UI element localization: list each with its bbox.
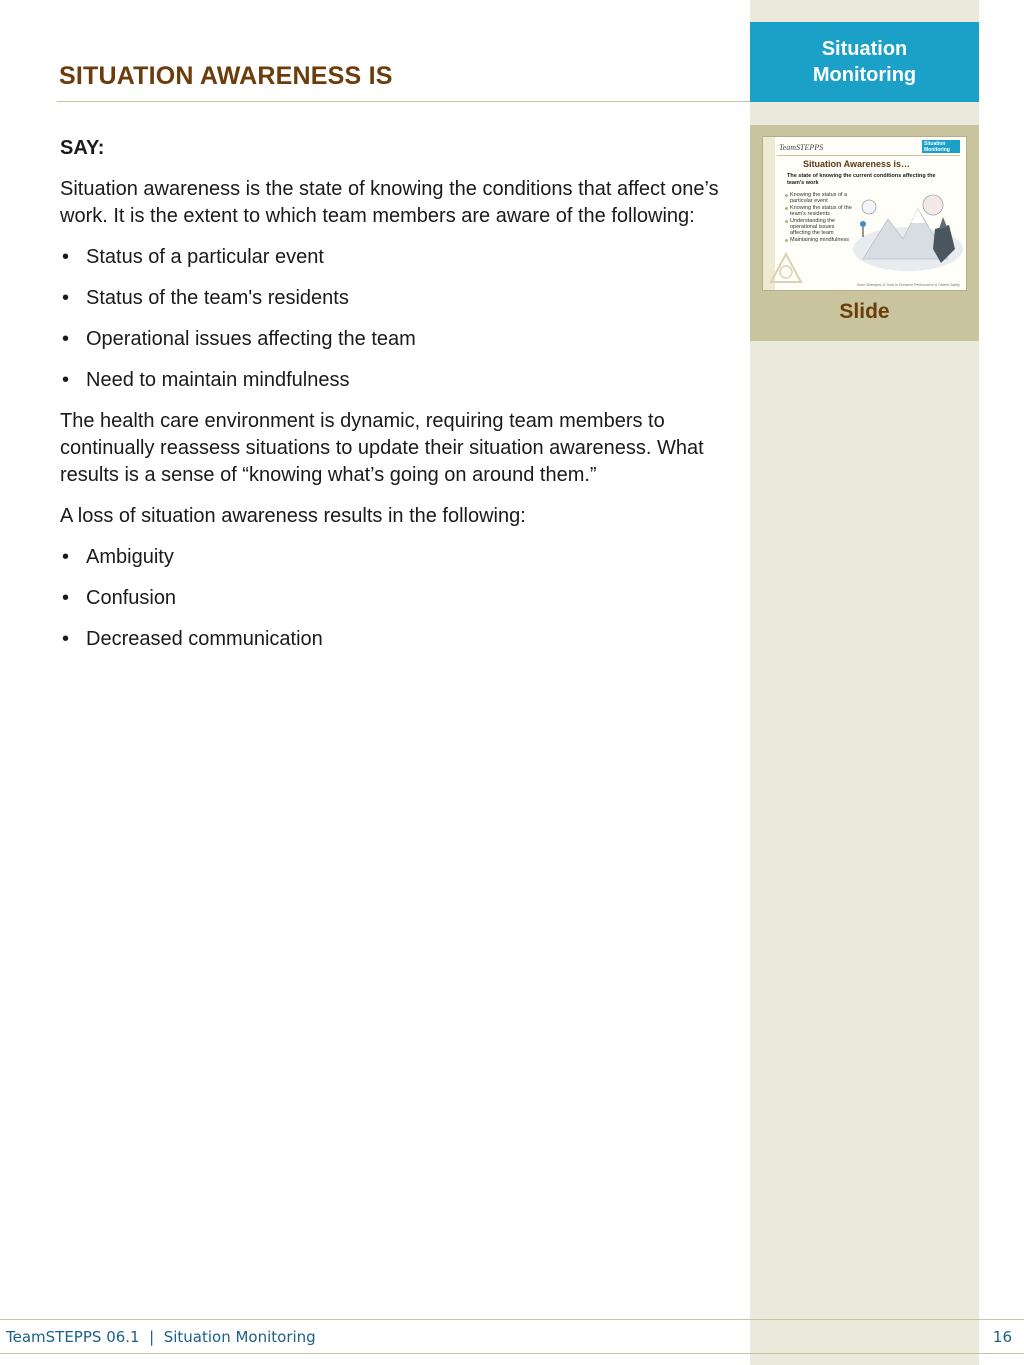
list-item: • Need to maintain mindfulness xyxy=(60,367,730,394)
thumbnail-title: Situation Awareness is… xyxy=(803,159,911,169)
list-item: • Confusion xyxy=(60,585,730,612)
title-divider xyxy=(57,101,750,102)
slide-panel xyxy=(750,125,979,341)
list-item: • Status of the team's residents xyxy=(60,285,730,312)
thumbnail-footer: Team Strategies & Tools to Enhance Performance & Patient Safety xyxy=(856,283,960,287)
thumbnail-tag: Situation Monitoring xyxy=(922,140,960,153)
footer-text: TeamSTEPPS 06.1 | Situation Monitoring xyxy=(6,1328,316,1346)
page-title: SITUATION AWARENESS IS xyxy=(59,62,393,90)
thumbnail-bullets xyxy=(785,192,855,244)
footer-divider-top xyxy=(0,1319,1024,1320)
list-item: • Operational issues affecting the team xyxy=(60,326,730,353)
thumbnail-bullet: Maintaining mindfulness xyxy=(785,237,855,243)
slide-thumbnail xyxy=(762,136,967,291)
list-item: • Ambiguity xyxy=(60,544,730,571)
loss-paragraph: A loss of situation awareness results in the following: xyxy=(60,505,526,527)
list-item: • Decreased communication xyxy=(60,626,730,653)
thumbnail-subtitle: The state of knowing the current conditions affecting the team's work xyxy=(787,173,936,186)
page-number: 16 xyxy=(992,1328,1012,1346)
triangle-logo-icon xyxy=(769,252,803,284)
slide-label: Slide xyxy=(839,300,890,323)
thumbnail-bullet: Knowing the status of the team's residents xyxy=(785,205,855,217)
section-tab-label: Situation Monitoring xyxy=(812,38,917,86)
main-content xyxy=(60,135,730,667)
section-tab xyxy=(750,22,979,102)
say-label: SAY: xyxy=(60,137,105,159)
list-item: • Status of a particular event xyxy=(60,244,730,271)
dynamic-environment-paragraph: The health care environment is dynamic, requiring team members to continually reassess situations to update their situation awareness. What results is a sense of “knowing what’s going on around them.” xyxy=(60,410,704,486)
mountain-illustration-icon xyxy=(853,189,963,279)
thumbnail-bullet: Knowing the status of a particular event xyxy=(785,192,855,204)
intro-paragraph: Situation awareness is the state of knowing the conditions that affect one’s work. It is the extent to which team members are aware of the following: xyxy=(60,178,719,227)
thumbnail-bullet: Understanding the operational issues affecting the team xyxy=(785,218,855,236)
thumbnail-brand: TeamSTEPPS xyxy=(779,143,824,152)
thumbnail-rule xyxy=(777,155,960,156)
footer-divider-bottom xyxy=(0,1353,1024,1354)
